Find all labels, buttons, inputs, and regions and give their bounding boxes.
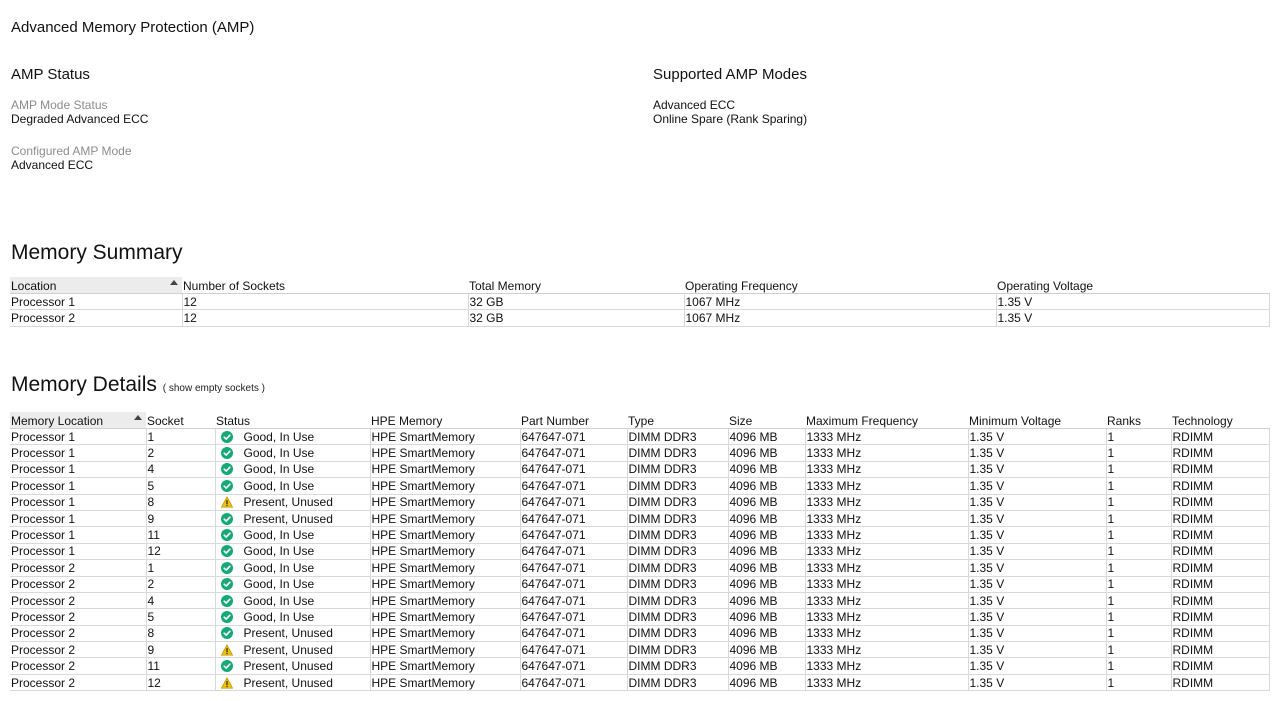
details-cell-type: DIMM DDR3 bbox=[627, 609, 728, 625]
details-cell-part-number: 647647-071 bbox=[520, 609, 627, 625]
details-cell-socket: 11 bbox=[146, 527, 215, 543]
status-cell bbox=[217, 610, 370, 624]
supported-mode-item: Online Spare (Rank Sparing) bbox=[653, 112, 808, 126]
summary-cell-operating-voltage: 1.35 V bbox=[996, 310, 1269, 326]
details-cell-ranks: 1 bbox=[1106, 592, 1171, 608]
details-cell-part-number: 647647-071 bbox=[520, 576, 627, 592]
details-col-technology[interactable]: Technology bbox=[1171, 412, 1269, 429]
supported-amp-modes-heading: Supported AMP Modes bbox=[653, 66, 807, 83]
status-text: Good, In Use bbox=[243, 544, 315, 559]
details-cell-min-voltage: 1.35 V bbox=[968, 527, 1106, 543]
summary-col-number-of-sockets[interactable]: Number of Sockets bbox=[182, 277, 468, 294]
details-cell-technology: RDIMM bbox=[1171, 494, 1269, 510]
check-circle-icon bbox=[221, 480, 233, 492]
details-cell-size: 4096 MB bbox=[728, 609, 805, 625]
details-cell-location: Processor 1 bbox=[10, 543, 146, 559]
details-cell-min-voltage: 1.35 V bbox=[968, 658, 1106, 674]
status-text: Good, In Use bbox=[243, 560, 315, 575]
details-cell-socket: 9 bbox=[146, 642, 215, 658]
check-circle-icon bbox=[221, 627, 233, 639]
details-cell-ranks: 1 bbox=[1106, 576, 1171, 592]
status-text: Good, In Use bbox=[243, 593, 315, 608]
details-cell-min-voltage: 1.35 V bbox=[968, 576, 1106, 592]
table-row bbox=[10, 625, 1269, 641]
details-cell-socket: 4 bbox=[146, 592, 215, 608]
details-cell-ranks: 1 bbox=[1106, 625, 1171, 641]
details-cell-technology: RDIMM bbox=[1171, 592, 1269, 608]
details-cell-type: DIMM DDR3 bbox=[627, 478, 728, 494]
check-circle-icon bbox=[221, 513, 233, 525]
details-cell-size: 4096 MB bbox=[728, 461, 805, 477]
details-cell-part-number: 647647-071 bbox=[520, 494, 627, 510]
details-cell-location: Processor 2 bbox=[10, 674, 146, 690]
memory-details-heading bbox=[11, 373, 265, 397]
status-text: Good, In Use bbox=[243, 478, 315, 493]
details-col-status[interactable]: Status bbox=[215, 412, 370, 429]
details-cell-hpe-memory: HPE SmartMemory bbox=[370, 494, 520, 510]
details-cell-status bbox=[215, 494, 370, 510]
details-cell-part-number: 647647-071 bbox=[520, 642, 627, 658]
details-cell-size: 4096 MB bbox=[728, 674, 805, 690]
details-cell-type: DIMM DDR3 bbox=[627, 445, 728, 461]
details-cell-technology: RDIMM bbox=[1171, 429, 1269, 445]
amp-mode-status-value: Degraded Advanced ECC bbox=[11, 112, 149, 126]
details-cell-socket: 1 bbox=[146, 429, 215, 445]
details-cell-part-number: 647647-071 bbox=[520, 625, 627, 641]
details-cell-ranks: 1 bbox=[1106, 429, 1171, 445]
summary-cell-location: Processor 1 bbox=[10, 294, 182, 310]
details-cell-ranks: 1 bbox=[1106, 674, 1171, 690]
details-cell-hpe-memory: HPE SmartMemory bbox=[370, 461, 520, 477]
details-cell-status bbox=[215, 642, 370, 658]
details-cell-type: DIMM DDR3 bbox=[627, 625, 728, 641]
memory-summary-heading: Memory Summary bbox=[11, 241, 183, 264]
details-cell-max-freq: 1333 MHz bbox=[805, 576, 968, 592]
details-cell-type: DIMM DDR3 bbox=[627, 674, 728, 690]
table-row bbox=[10, 674, 1269, 690]
summary-cell-number-of-sockets: 12 bbox=[182, 310, 468, 326]
details-cell-technology: RDIMM bbox=[1171, 658, 1269, 674]
details-cell-technology: RDIMM bbox=[1171, 543, 1269, 559]
summary-col-operating-frequency[interactable]: Operating Frequency bbox=[684, 277, 996, 294]
check-circle-icon bbox=[221, 595, 233, 607]
table-row bbox=[10, 658, 1269, 674]
details-cell-type: DIMM DDR3 bbox=[627, 461, 728, 477]
details-cell-status bbox=[215, 543, 370, 559]
details-cell-size: 4096 MB bbox=[728, 592, 805, 608]
details-cell-status bbox=[215, 478, 370, 494]
details-cell-status bbox=[215, 445, 370, 461]
table-row bbox=[10, 609, 1269, 625]
table-row bbox=[10, 461, 1269, 477]
details-cell-socket: 11 bbox=[146, 658, 215, 674]
details-cell-status bbox=[215, 560, 370, 576]
details-cell-status bbox=[215, 576, 370, 592]
details-cell-size: 4096 MB bbox=[728, 527, 805, 543]
details-cell-location: Processor 1 bbox=[10, 510, 146, 526]
details-cell-socket: 8 bbox=[146, 494, 215, 510]
details-cell-min-voltage: 1.35 V bbox=[968, 543, 1106, 559]
details-cell-type: DIMM DDR3 bbox=[627, 543, 728, 559]
table-row bbox=[10, 592, 1269, 608]
supported-mode-item: Advanced ECC bbox=[653, 98, 736, 112]
status-cell bbox=[217, 479, 370, 493]
status-text: Present, Unused bbox=[243, 495, 333, 510]
details-cell-min-voltage: 1.35 V bbox=[968, 461, 1106, 477]
details-cell-part-number: 647647-071 bbox=[520, 527, 627, 543]
details-cell-hpe-memory: HPE SmartMemory bbox=[370, 642, 520, 658]
check-circle-icon bbox=[221, 578, 233, 590]
details-cell-socket: 2 bbox=[146, 445, 215, 461]
summary-cell-operating-frequency: 1067 MHz bbox=[684, 294, 996, 310]
details-cell-min-voltage: 1.35 V bbox=[968, 429, 1106, 445]
details-cell-part-number: 647647-071 bbox=[520, 560, 627, 576]
status-text: Good, In Use bbox=[243, 462, 315, 477]
details-cell-location: Processor 1 bbox=[10, 494, 146, 510]
details-cell-location: Processor 2 bbox=[10, 658, 146, 674]
table-row bbox=[10, 560, 1269, 576]
status-cell bbox=[217, 643, 370, 657]
summary-col-location[interactable]: Location bbox=[10, 277, 182, 294]
status-text: Good, In Use bbox=[243, 577, 315, 592]
details-cell-socket: 5 bbox=[146, 478, 215, 494]
status-text: Present, Unused bbox=[243, 642, 333, 657]
details-cell-part-number: 647647-071 bbox=[520, 429, 627, 445]
details-cell-location: Processor 1 bbox=[10, 429, 146, 445]
details-cell-type: DIMM DDR3 bbox=[627, 560, 728, 576]
status-text: Good, In Use bbox=[243, 609, 315, 624]
summary-cell-location: Processor 2 bbox=[10, 310, 182, 326]
details-cell-status bbox=[215, 510, 370, 526]
warning-icon bbox=[221, 496, 233, 508]
summary-cell-number-of-sockets: 12 bbox=[182, 294, 468, 310]
details-cell-socket: 12 bbox=[146, 543, 215, 559]
details-cell-location: Processor 2 bbox=[10, 560, 146, 576]
status-cell bbox=[217, 528, 370, 542]
table-row bbox=[10, 510, 1269, 526]
details-cell-size: 4096 MB bbox=[728, 445, 805, 461]
details-cell-max-freq: 1333 MHz bbox=[805, 445, 968, 461]
details-cell-ranks: 1 bbox=[1106, 510, 1171, 526]
details-cell-status bbox=[215, 527, 370, 543]
details-cell-ranks: 1 bbox=[1106, 445, 1171, 461]
details-col-socket[interactable]: Socket bbox=[146, 412, 215, 429]
details-col-maximum-frequency[interactable]: Maximum Frequency bbox=[805, 412, 968, 429]
details-cell-location: Processor 1 bbox=[10, 445, 146, 461]
summary-cell-operating-voltage: 1.35 V bbox=[996, 294, 1269, 310]
status-text: Present, Unused bbox=[243, 626, 333, 641]
details-cell-socket: 4 bbox=[146, 461, 215, 477]
warning-icon bbox=[221, 677, 233, 689]
details-col-hpe-memory[interactable]: HPE Memory bbox=[370, 412, 520, 429]
check-circle-icon bbox=[221, 447, 233, 459]
details-cell-technology: RDIMM bbox=[1171, 674, 1269, 690]
status-text: Present, Unused bbox=[243, 675, 333, 690]
details-cell-part-number: 647647-071 bbox=[520, 543, 627, 559]
details-cell-technology: RDIMM bbox=[1171, 461, 1269, 477]
details-cell-technology: RDIMM bbox=[1171, 445, 1269, 461]
details-cell-socket: 1 bbox=[146, 560, 215, 576]
memory-details-table bbox=[10, 412, 1270, 691]
details-cell-hpe-memory: HPE SmartMemory bbox=[370, 560, 520, 576]
details-cell-max-freq: 1333 MHz bbox=[805, 592, 968, 608]
details-col-ranks[interactable]: Ranks bbox=[1106, 412, 1171, 429]
details-cell-min-voltage: 1.35 V bbox=[968, 674, 1106, 690]
check-circle-icon bbox=[221, 463, 233, 475]
check-circle-icon bbox=[221, 611, 233, 623]
details-col-size[interactable]: Size bbox=[728, 412, 805, 429]
memory-summary-table bbox=[10, 277, 1270, 327]
details-cell-status bbox=[215, 461, 370, 477]
details-cell-hpe-memory: HPE SmartMemory bbox=[370, 576, 520, 592]
details-cell-location: Processor 1 bbox=[10, 527, 146, 543]
status-cell bbox=[217, 430, 370, 444]
details-cell-min-voltage: 1.35 V bbox=[968, 592, 1106, 608]
details-cell-size: 4096 MB bbox=[728, 560, 805, 576]
details-cell-hpe-memory: HPE SmartMemory bbox=[370, 674, 520, 690]
details-cell-socket: 2 bbox=[146, 576, 215, 592]
table-row bbox=[10, 543, 1269, 559]
details-cell-hpe-memory: HPE SmartMemory bbox=[370, 625, 520, 641]
details-cell-max-freq: 1333 MHz bbox=[805, 543, 968, 559]
summary-col-operating-voltage[interactable]: Operating Voltage bbox=[996, 277, 1269, 294]
details-cell-type: DIMM DDR3 bbox=[627, 592, 728, 608]
details-col-part-number[interactable]: Part Number bbox=[520, 412, 627, 429]
details-cell-ranks: 1 bbox=[1106, 560, 1171, 576]
details-cell-size: 4096 MB bbox=[728, 658, 805, 674]
check-circle-icon bbox=[221, 562, 233, 574]
details-cell-type: DIMM DDR3 bbox=[627, 576, 728, 592]
table-row bbox=[10, 429, 1269, 445]
details-cell-part-number: 647647-071 bbox=[520, 674, 627, 690]
sort-ascending-icon bbox=[134, 415, 142, 420]
details-cell-min-voltage: 1.35 V bbox=[968, 642, 1106, 658]
details-cell-ranks: 1 bbox=[1106, 543, 1171, 559]
amp-status-heading: AMP Status bbox=[11, 66, 90, 83]
status-cell bbox=[217, 577, 370, 591]
details-cell-hpe-memory: HPE SmartMemory bbox=[370, 445, 520, 461]
details-cell-type: DIMM DDR3 bbox=[627, 658, 728, 674]
details-cell-ranks: 1 bbox=[1106, 461, 1171, 477]
details-cell-technology: RDIMM bbox=[1171, 510, 1269, 526]
details-cell-max-freq: 1333 MHz bbox=[805, 560, 968, 576]
details-cell-status bbox=[215, 609, 370, 625]
details-cell-technology: RDIMM bbox=[1171, 625, 1269, 641]
check-circle-icon bbox=[221, 545, 233, 557]
status-text: Good, In Use bbox=[243, 446, 315, 461]
details-cell-hpe-memory: HPE SmartMemory bbox=[370, 658, 520, 674]
details-cell-ranks: 1 bbox=[1106, 642, 1171, 658]
details-cell-technology: RDIMM bbox=[1171, 642, 1269, 658]
details-cell-type: DIMM DDR3 bbox=[627, 429, 728, 445]
details-col-type[interactable]: Type bbox=[627, 412, 728, 429]
details-cell-max-freq: 1333 MHz bbox=[805, 642, 968, 658]
table-row bbox=[10, 310, 1269, 326]
sort-ascending-icon bbox=[170, 280, 178, 285]
details-cell-part-number: 647647-071 bbox=[520, 592, 627, 608]
details-col-minimum-voltage[interactable]: Minimum Voltage bbox=[968, 412, 1106, 429]
details-cell-max-freq: 1333 MHz bbox=[805, 609, 968, 625]
details-cell-hpe-memory: HPE SmartMemory bbox=[370, 592, 520, 608]
status-cell bbox=[217, 495, 370, 509]
details-cell-type: DIMM DDR3 bbox=[627, 642, 728, 658]
configured-amp-mode-value: Advanced ECC bbox=[11, 158, 94, 172]
details-cell-ranks: 1 bbox=[1106, 609, 1171, 625]
details-cell-min-voltage: 1.35 V bbox=[968, 609, 1106, 625]
details-cell-part-number: 647647-071 bbox=[520, 510, 627, 526]
status-cell bbox=[217, 462, 370, 476]
details-cell-socket: 8 bbox=[146, 625, 215, 641]
table-row bbox=[10, 576, 1269, 592]
details-cell-ranks: 1 bbox=[1106, 478, 1171, 494]
details-cell-location: Processor 2 bbox=[10, 642, 146, 658]
details-cell-hpe-memory: HPE SmartMemory bbox=[370, 478, 520, 494]
details-cell-technology: RDIMM bbox=[1171, 478, 1269, 494]
summary-cell-operating-frequency: 1067 MHz bbox=[684, 310, 996, 326]
details-cell-max-freq: 1333 MHz bbox=[805, 478, 968, 494]
details-cell-part-number: 647647-071 bbox=[520, 461, 627, 477]
details-cell-hpe-memory: HPE SmartMemory bbox=[370, 527, 520, 543]
details-cell-max-freq: 1333 MHz bbox=[805, 625, 968, 641]
details-cell-max-freq: 1333 MHz bbox=[805, 527, 968, 543]
details-cell-min-voltage: 1.35 V bbox=[968, 510, 1106, 526]
details-cell-max-freq: 1333 MHz bbox=[805, 674, 968, 690]
table-row bbox=[10, 527, 1269, 543]
status-cell bbox=[217, 659, 370, 673]
check-circle-icon bbox=[221, 431, 233, 443]
details-cell-min-voltage: 1.35 V bbox=[968, 445, 1106, 461]
details-cell-part-number: 647647-071 bbox=[520, 658, 627, 674]
status-cell bbox=[217, 544, 370, 558]
status-cell bbox=[217, 626, 370, 640]
details-cell-max-freq: 1333 MHz bbox=[805, 494, 968, 510]
details-col-memory-location[interactable]: Memory Location bbox=[10, 412, 146, 429]
details-cell-size: 4096 MB bbox=[728, 543, 805, 559]
amp-mode-status-label: AMP Mode Status bbox=[11, 98, 108, 112]
details-cell-location: Processor 1 bbox=[10, 461, 146, 477]
details-cell-socket: 9 bbox=[146, 510, 215, 526]
details-cell-max-freq: 1333 MHz bbox=[805, 429, 968, 445]
status-text: Present, Unused bbox=[243, 659, 333, 674]
details-cell-part-number: 647647-071 bbox=[520, 478, 627, 494]
details-cell-location: Processor 2 bbox=[10, 592, 146, 608]
details-cell-min-voltage: 1.35 V bbox=[968, 478, 1106, 494]
details-cell-size: 4096 MB bbox=[728, 494, 805, 510]
check-circle-icon bbox=[221, 660, 233, 672]
details-cell-location: Processor 2 bbox=[10, 625, 146, 641]
details-cell-part-number: 647647-071 bbox=[520, 445, 627, 461]
status-cell bbox=[217, 446, 370, 460]
details-cell-hpe-memory: HPE SmartMemory bbox=[370, 543, 520, 559]
details-cell-max-freq: 1333 MHz bbox=[805, 510, 968, 526]
details-cell-min-voltage: 1.35 V bbox=[968, 625, 1106, 641]
details-cell-technology: RDIMM bbox=[1171, 576, 1269, 592]
details-cell-type: DIMM DDR3 bbox=[627, 510, 728, 526]
details-cell-location: Processor 2 bbox=[10, 609, 146, 625]
page-title: Advanced Memory Protection (AMP) bbox=[11, 19, 255, 36]
details-cell-ranks: 1 bbox=[1106, 658, 1171, 674]
details-cell-size: 4096 MB bbox=[728, 510, 805, 526]
warning-icon bbox=[221, 644, 233, 656]
details-cell-status bbox=[215, 429, 370, 445]
details-cell-ranks: 1 bbox=[1106, 494, 1171, 510]
details-cell-status bbox=[215, 658, 370, 674]
status-cell bbox=[217, 512, 370, 526]
details-cell-technology: RDIMM bbox=[1171, 609, 1269, 625]
status-cell bbox=[217, 676, 370, 690]
details-cell-size: 4096 MB bbox=[728, 642, 805, 658]
details-cell-technology: RDIMM bbox=[1171, 527, 1269, 543]
status-text: Good, In Use bbox=[243, 528, 315, 543]
details-cell-status bbox=[215, 592, 370, 608]
details-cell-location: Processor 1 bbox=[10, 478, 146, 494]
details-cell-max-freq: 1333 MHz bbox=[805, 461, 968, 477]
table-row bbox=[10, 294, 1269, 310]
status-text: Good, In Use bbox=[243, 429, 315, 444]
check-circle-icon bbox=[221, 529, 233, 541]
details-cell-size: 4096 MB bbox=[728, 429, 805, 445]
details-cell-size: 4096 MB bbox=[728, 625, 805, 641]
table-row bbox=[10, 494, 1269, 510]
details-cell-max-freq: 1333 MHz bbox=[805, 658, 968, 674]
configured-amp-mode-label: Configured AMP Mode bbox=[11, 144, 132, 158]
table-row bbox=[10, 445, 1269, 461]
status-cell bbox=[217, 594, 370, 608]
summary-cell-total-memory: 32 GB bbox=[468, 294, 684, 310]
details-cell-status bbox=[215, 674, 370, 690]
details-cell-min-voltage: 1.35 V bbox=[968, 494, 1106, 510]
summary-col-total-memory[interactable]: Total Memory bbox=[468, 277, 684, 294]
details-cell-ranks: 1 bbox=[1106, 527, 1171, 543]
details-cell-type: DIMM DDR3 bbox=[627, 494, 728, 510]
show-empty-sockets-link[interactable]: ( show empty sockets ) bbox=[162, 383, 265, 394]
details-cell-hpe-memory: HPE SmartMemory bbox=[370, 510, 520, 526]
table-row bbox=[10, 478, 1269, 494]
details-cell-min-voltage: 1.35 V bbox=[968, 560, 1106, 576]
details-cell-hpe-memory: HPE SmartMemory bbox=[370, 429, 520, 445]
status-cell bbox=[217, 561, 370, 575]
status-text: Present, Unused bbox=[243, 511, 333, 526]
details-cell-location: Processor 2 bbox=[10, 576, 146, 592]
memory-details-title: Memory Details bbox=[11, 373, 157, 396]
details-cell-technology: RDIMM bbox=[1171, 560, 1269, 576]
details-cell-socket: 5 bbox=[146, 609, 215, 625]
details-cell-size: 4096 MB bbox=[728, 478, 805, 494]
summary-cell-total-memory: 32 GB bbox=[468, 310, 684, 326]
details-cell-size: 4096 MB bbox=[728, 576, 805, 592]
details-cell-type: DIMM DDR3 bbox=[627, 527, 728, 543]
details-cell-hpe-memory: HPE SmartMemory bbox=[370, 609, 520, 625]
details-cell-socket: 12 bbox=[146, 674, 215, 690]
details-cell-status bbox=[215, 625, 370, 641]
table-row bbox=[10, 642, 1269, 658]
